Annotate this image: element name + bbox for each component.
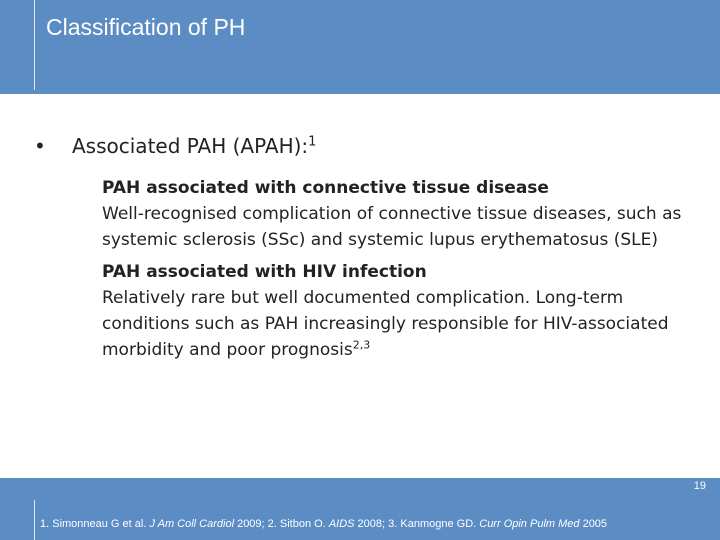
sub-item-hiv xyxy=(102,259,692,363)
sub-item-text xyxy=(102,285,692,363)
ref1-text: 1. Simonneau G et al. xyxy=(40,518,150,530)
sub-item-body: Relatively rare but well documented complication. Long-term conditions such as PAH increasingly responsible for HIV-associated morbidity and poor prognosis xyxy=(102,288,669,360)
bullet-label: Associated PAH (APAH): xyxy=(72,134,309,158)
bullet-citation: 1 xyxy=(308,134,317,150)
ref2-tail: 2008; 3. Kanmogne GD. xyxy=(354,518,480,530)
bullet-associated-pah xyxy=(32,133,692,159)
ref3-tail: 2005 xyxy=(579,518,608,530)
slide-title: Classification of PH xyxy=(46,14,246,40)
bullet-text xyxy=(72,133,316,159)
header-divider-line xyxy=(34,0,35,90)
slide-content xyxy=(32,133,692,363)
sub-item-citation: 2,3 xyxy=(352,338,371,352)
ref3-journal: Curr Opin Pulm Med xyxy=(479,518,580,530)
footer-band xyxy=(0,478,720,540)
ref1-tail: 2009; 2. Sitbon O. xyxy=(234,518,329,530)
page-number: 19 xyxy=(693,480,706,492)
ref2-journal: AIDS xyxy=(328,518,355,530)
sub-item-heading: PAH associated with connective tissue disease xyxy=(102,178,549,198)
sub-item-heading: PAH associated with HIV infection xyxy=(102,262,427,282)
footer-divider-line xyxy=(34,500,35,540)
sub-item-ctd xyxy=(102,175,692,253)
ref1-journal: J Am Coll Cardiol xyxy=(149,518,235,530)
references-footnote xyxy=(40,518,607,530)
sub-item-text: Well-recognised complication of connective tissue diseases, such as systemic sclerosis (SSc) and systemic lupus erythematosus (SLE) xyxy=(102,204,682,250)
bullet-icon: • xyxy=(34,134,46,158)
